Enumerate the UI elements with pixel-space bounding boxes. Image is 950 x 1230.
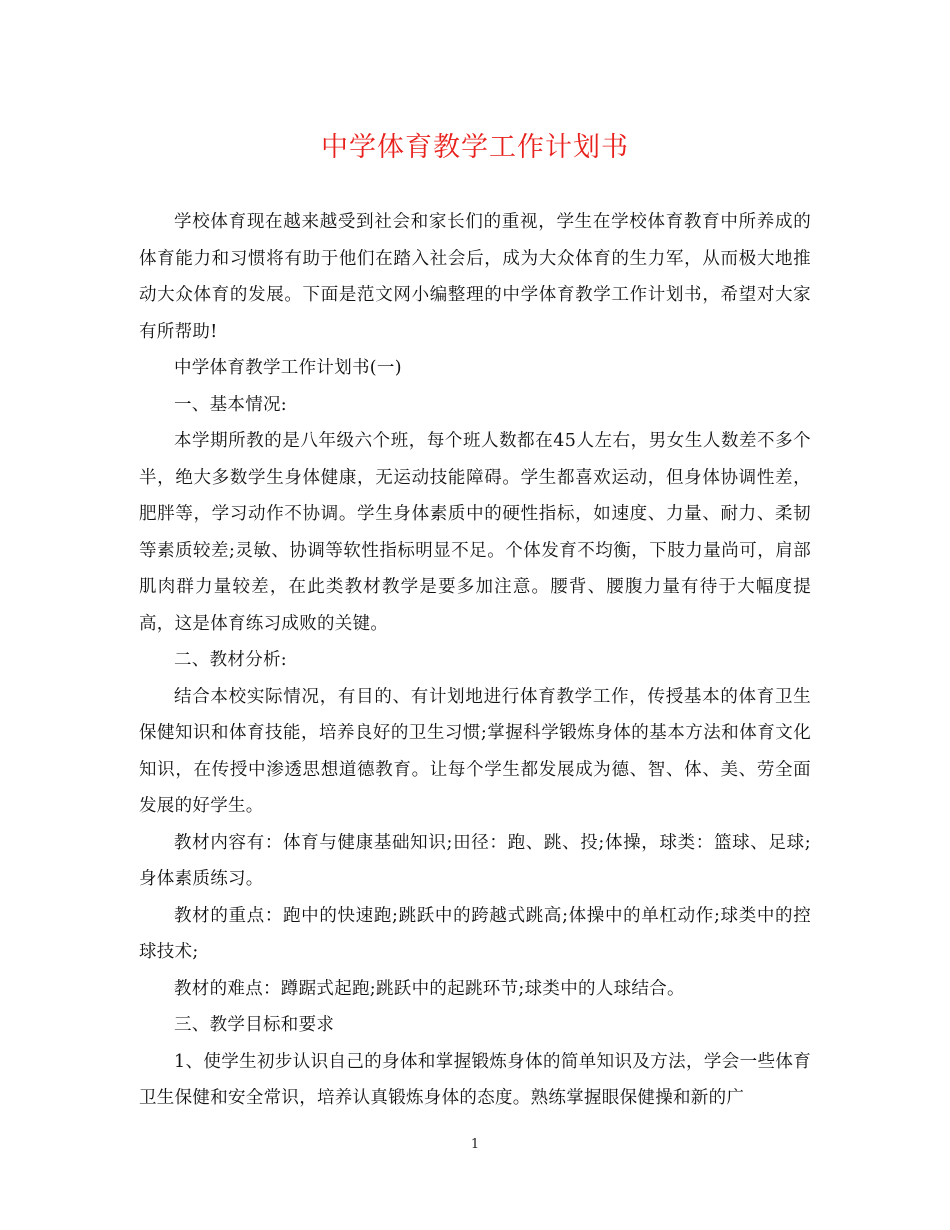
section-subtitle: 中学体育教学工作计划书(一) — [174, 358, 402, 378]
heading-basic-situation: 一、基本情况: — [174, 394, 287, 415]
material-analysis-paragraph: 结合本校实际情况，有目的、有计划地进行体育教学工作，传授基本的体育卫生保健知识和体育技能，培养良好的卫生习惯;掌握科学锻炼身体的基本方法和体育文化知识，在传授中渗透思想道德教育。让每个学生都发展成为德、智、体、美、劳全面发展的好学生。 — [139, 686, 811, 816]
heading-teaching-goals: 三、教学目标和要求 — [174, 1015, 335, 1035]
material-key-points-paragraph: 教材的重点：跑中的快速跑;跳跃中的跨越式跳高;体操中的单杠动作;球类中的控球技术; — [139, 905, 811, 962]
document-body — [139, 204, 811, 1117]
document-title: 中学体育教学工作计划书 — [321, 132, 629, 163]
heading-material-analysis: 二、教材分析: — [174, 650, 287, 670]
material-difficulties-paragraph: 教材的难点：蹲踞式起跑;跳跃中的起跳环节;球类中的人球结合。 — [174, 978, 685, 999]
material-content-paragraph: 教材内容有：体育与健康基础知识;田径：跑、跳、投;体操，球类：篮球、足球;身体素质练习。 — [139, 832, 811, 889]
basic-situation-paragraph: 本学期所教的是八年级六个班，每个班人数都在45人左右，男女生人数差不多个半，绝大多数学生身体健康，无运动技能障碍。学生都喜欢运动，但身体协调性差，肥胖等，学习动作不协调。学生身体素质中的硬性指标，如速度、力量、耐力、柔韧等素质较差;灵敏、协调等软性指标明显不足。个体发育不均衡，下肢力量尚可，肩部肌肉群力量较差，在此类教材教学是要多加注意。腰背、腰腹力量有待于大幅度提高，这是体育练习成败的关键。 — [139, 431, 811, 634]
page-number: 1 — [470, 1137, 480, 1152]
teaching-goal-1-paragraph: 1、使学生初步认识自己的身体和掌握锻炼身体的简单知识及方法，学会一些体育卫生保健和安全常识，培养认真锻炼身体的态度。熟练掌握眼保健操和新的广 — [139, 1051, 811, 1108]
intro-paragraph: 学校体育现在越来越受到社会和家长们的重视，学生在学校体育教育中所养成的体育能力和习惯将有助于他们在踏入社会后，成为大众体育的生力军，从而极大地推动大众体育的发展。下面是范文网小编整理的中学体育教学工作计划书，希望对大家有所帮助! — [139, 212, 811, 342]
